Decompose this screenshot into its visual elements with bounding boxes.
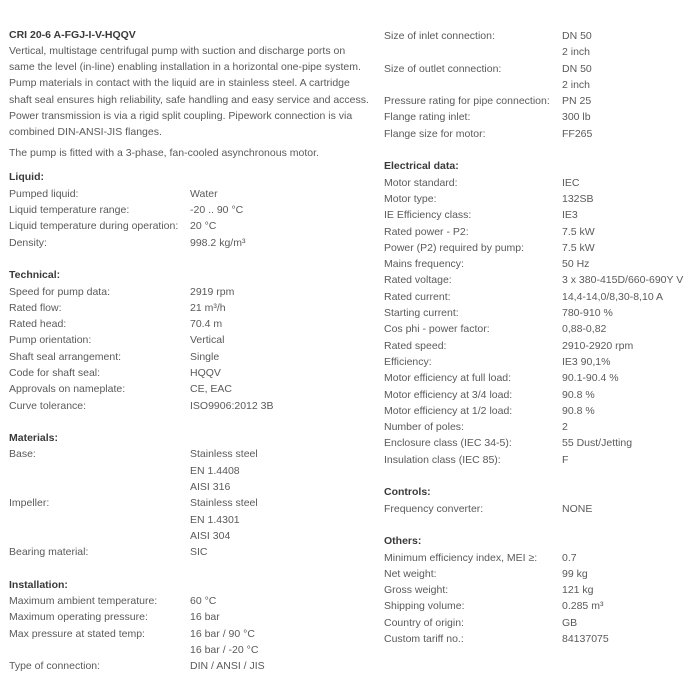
spec-row	[9, 300, 369, 316]
spec-row	[9, 446, 369, 462]
spec-label: Rated current:	[384, 290, 451, 303]
spec-value: 16 bar / 90 °C	[190, 627, 255, 640]
spec-value: PN 25	[562, 95, 592, 108]
spec-row	[9, 381, 369, 397]
spec-value: Stainless steel	[190, 448, 258, 461]
spec-label: Shaft seal arrangement:	[9, 350, 122, 363]
controls-heading: Controls:	[384, 486, 431, 499]
spec-value: 3 x 380-415D/660-690Y V	[562, 274, 684, 287]
spec-row	[9, 626, 369, 642]
product-description: Vertical, multistage centrifugal pump with suction and discharge ports on same the level (in-line) enabling installation in a horizontal one-pipe system. Pump materials in contact with the liquid are in stainless steel. A cartridge shaft seal ensures high reliability, safe handling and easy service and access. Power transmission is via a rigid split coupling. Pipework connection is via combined DIN-ANSI-JIS flanges.	[9, 45, 369, 139]
right-column	[384, 28, 694, 647]
liquid-heading: Liquid:	[9, 171, 44, 184]
spec-row	[9, 284, 369, 300]
spec-label: Type of connection:	[9, 660, 101, 673]
spec-row	[384, 256, 694, 272]
spec-label: Rated speed:	[384, 339, 447, 352]
spec-label: Liquid temperature during operation:	[9, 220, 179, 233]
spec-label: Custom tariff no.:	[384, 632, 464, 645]
spec-label: Base:	[9, 448, 36, 461]
left-column	[9, 28, 369, 675]
spec-label: Insulation class (IEC 85):	[384, 453, 501, 466]
spec-row	[384, 370, 694, 386]
spec-value: 21 m³/h	[190, 301, 226, 314]
materials-heading: Materials:	[9, 432, 59, 445]
spec-value: 99 kg	[562, 567, 588, 580]
spec-value: 16 bar / -20 °C	[190, 644, 259, 657]
spec-value: ISO9906:2012 3B	[190, 399, 274, 412]
spec-row	[9, 593, 369, 609]
spec-row	[384, 191, 694, 207]
installation-section	[9, 577, 369, 675]
spec-value: 7.5 kW	[562, 241, 595, 254]
spec-value: IEC	[562, 176, 580, 189]
spec-row	[384, 354, 694, 370]
spec-row	[9, 365, 369, 381]
electrical-heading: Electrical data:	[384, 160, 459, 173]
installation-heading: Installation:	[9, 578, 68, 591]
spec-value: 0,88-0,82	[562, 323, 607, 336]
spec-row	[384, 126, 694, 142]
spec-row	[384, 207, 694, 223]
spec-label: Country of origin:	[384, 616, 464, 629]
spec-value: EN 1.4408	[190, 464, 240, 477]
spec-value: -20 .. 90 °C	[190, 204, 244, 217]
spec-value: 90.8 %	[562, 404, 595, 417]
spec-label: Starting current:	[384, 307, 459, 320]
spec-value: CE, EAC	[190, 383, 233, 396]
spec-label: Enclosure class (IEC 34-5):	[384, 437, 512, 450]
spec-label: Maximum operating pressure:	[9, 611, 148, 624]
spec-value: Vertical	[190, 334, 225, 347]
spec-value: Water	[190, 187, 218, 200]
others-heading: Others:	[384, 535, 422, 548]
materials-section	[9, 430, 369, 560]
spec-value: DN 50	[562, 62, 592, 75]
spec-value: 70.4 m	[190, 318, 223, 331]
spec-label: Curve tolerance:	[9, 399, 87, 412]
spec-value: IE3 90,1%	[562, 355, 611, 368]
spec-value: Single	[190, 350, 220, 363]
technical-heading: Technical:	[9, 269, 61, 282]
spec-value: 2910-2920 rpm	[562, 339, 634, 352]
spec-label: Max pressure at stated temp:	[9, 627, 145, 640]
spec-label: Maximum ambient temperature:	[9, 595, 158, 608]
spec-label: Rated voltage:	[384, 274, 452, 287]
spec-label: Flange size for motor:	[384, 127, 486, 140]
spec-value: EN 1.4301	[190, 513, 240, 526]
spec-label: Bearing material:	[9, 546, 89, 559]
spec-row	[384, 403, 694, 419]
spec-row	[384, 77, 694, 93]
spec-value: 14,4-14,0/8,30-8,10 A	[562, 290, 663, 303]
spec-row	[9, 218, 369, 234]
spec-label: Cos phi - power factor:	[384, 323, 490, 336]
spec-label: Net weight:	[384, 567, 437, 580]
spec-value: FF265	[562, 127, 593, 140]
spec-row	[384, 272, 694, 288]
spec-row	[9, 332, 369, 348]
connections-section	[384, 28, 694, 142]
spec-row	[384, 419, 694, 435]
spec-row	[9, 202, 369, 218]
spec-row	[384, 289, 694, 305]
spec-label: Rated head:	[9, 318, 67, 331]
spec-label: Motor efficiency at 3/4 load:	[384, 388, 513, 401]
spec-row	[384, 338, 694, 354]
spec-row	[9, 349, 369, 365]
spec-label: Motor efficiency at full load:	[384, 372, 512, 385]
spec-label: Pressure rating for pipe connection:	[384, 95, 550, 108]
spec-row	[384, 550, 694, 566]
spec-value: 50 Hz	[562, 258, 590, 271]
spec-value: 90.8 %	[562, 388, 595, 401]
spec-value: 998.2 kg/m³	[190, 236, 246, 249]
spec-label: Efficiency:	[384, 355, 432, 368]
liquid-section	[9, 169, 369, 250]
spec-value: DN 50	[562, 30, 592, 42]
electrical-section	[384, 158, 694, 468]
technical-section	[9, 267, 369, 414]
spec-label: Motor standard:	[384, 176, 458, 189]
spec-row	[384, 175, 694, 191]
spec-value: 2919 rpm	[190, 285, 235, 298]
spec-row	[9, 186, 369, 202]
spec-value: GB	[562, 616, 578, 629]
spec-value: NONE	[562, 502, 593, 515]
spec-row	[384, 61, 694, 77]
spec-row	[384, 109, 694, 125]
spec-row	[384, 44, 694, 60]
spec-value: SIC	[190, 546, 208, 559]
spec-value: 55 Dust/Jetting	[562, 437, 633, 450]
spec-label: Motor efficiency at 1/2 load:	[384, 404, 513, 417]
spec-row	[9, 658, 369, 674]
spec-row	[384, 631, 694, 647]
spec-value: 90.1-90.4 %	[562, 372, 619, 385]
motor-note: The pump is fitted with a 3-phase, fan-cooled asynchronous motor.	[9, 147, 319, 160]
spec-value: 2 inch	[562, 78, 591, 91]
spec-row	[9, 642, 369, 658]
spec-label: Size of outlet connection:	[384, 62, 502, 75]
controls-section	[384, 484, 694, 517]
spec-value: DIN / ANSI / JIS	[190, 660, 265, 673]
spec-label: Speed for pump data:	[9, 285, 110, 298]
others-section	[384, 533, 694, 647]
spec-label: Gross weight:	[384, 584, 449, 597]
spec-row	[9, 544, 369, 560]
spec-value: 2 inch	[562, 46, 591, 59]
spec-row	[9, 479, 369, 495]
spec-label: Rated flow:	[9, 301, 62, 314]
spec-value: AISI 316	[190, 481, 231, 494]
spec-label: Power (P2) required by pump:	[384, 241, 525, 254]
spec-value: 0.7	[562, 551, 577, 564]
spec-value: IE3	[562, 209, 578, 222]
spec-row	[384, 321, 694, 337]
spec-label: Impeller:	[9, 497, 50, 510]
spec-label: Motor type:	[384, 192, 437, 205]
spec-label: Rated power - P2:	[384, 225, 469, 238]
spec-row	[9, 398, 369, 414]
spec-row	[384, 452, 694, 468]
spec-label: Mains frequency:	[384, 258, 464, 271]
spec-row	[384, 28, 694, 44]
spec-label: Code for shaft seal:	[9, 366, 101, 379]
spec-row	[9, 512, 369, 528]
spec-value: 60 °C	[190, 595, 217, 608]
spec-row	[9, 609, 369, 625]
spec-label: Frequency converter:	[384, 502, 484, 515]
spec-value: 7.5 kW	[562, 225, 595, 238]
spec-label: IE Efficiency class:	[384, 209, 472, 222]
spec-row	[384, 598, 694, 614]
spec-row	[384, 93, 694, 109]
spec-label: Shipping volume:	[384, 600, 465, 613]
spec-row	[384, 501, 694, 517]
spec-row	[384, 387, 694, 403]
spec-value: F	[562, 453, 569, 466]
spec-row	[384, 224, 694, 240]
spec-value: Stainless steel	[190, 497, 258, 510]
spec-value: 20 °C	[190, 220, 217, 233]
spec-value: 300 lb	[562, 111, 591, 124]
spec-label: Number of poles:	[384, 421, 464, 434]
spec-label: Liquid temperature range:	[9, 204, 130, 217]
spec-value: 2	[562, 421, 568, 434]
spec-value: 0.285 m³	[562, 600, 604, 613]
spec-row	[384, 305, 694, 321]
spec-row	[9, 528, 369, 544]
spec-label: Minimum efficiency index, MEI ≥:	[384, 551, 538, 564]
spec-row	[384, 240, 694, 256]
spec-row	[9, 235, 369, 251]
spec-label: Pumped liquid:	[9, 187, 79, 200]
spec-value: 780-910 %	[562, 307, 613, 320]
spec-row	[9, 463, 369, 479]
spec-value: 84137075	[562, 632, 609, 645]
spec-row	[384, 615, 694, 631]
spec-value: 121 kg	[562, 584, 594, 597]
product-title: CRI 20-6 A-FGJ-I-V-HQQV	[9, 29, 136, 41]
spec-row	[384, 435, 694, 451]
spec-row	[384, 582, 694, 598]
spec-label: Approvals on nameplate:	[9, 383, 126, 396]
spec-value: 16 bar	[190, 611, 220, 624]
spec-row	[384, 566, 694, 582]
spec-label: Flange rating inlet:	[384, 111, 471, 124]
spec-value: AISI 304	[190, 529, 231, 542]
spec-label: Pump orientation:	[9, 334, 92, 347]
spec-label: Density:	[9, 236, 47, 249]
spec-row	[9, 316, 369, 332]
spec-value: HQQV	[190, 366, 221, 379]
spec-label: Size of inlet connection:	[384, 30, 495, 42]
spec-row	[9, 495, 369, 511]
spec-value: 132SB	[562, 192, 594, 205]
